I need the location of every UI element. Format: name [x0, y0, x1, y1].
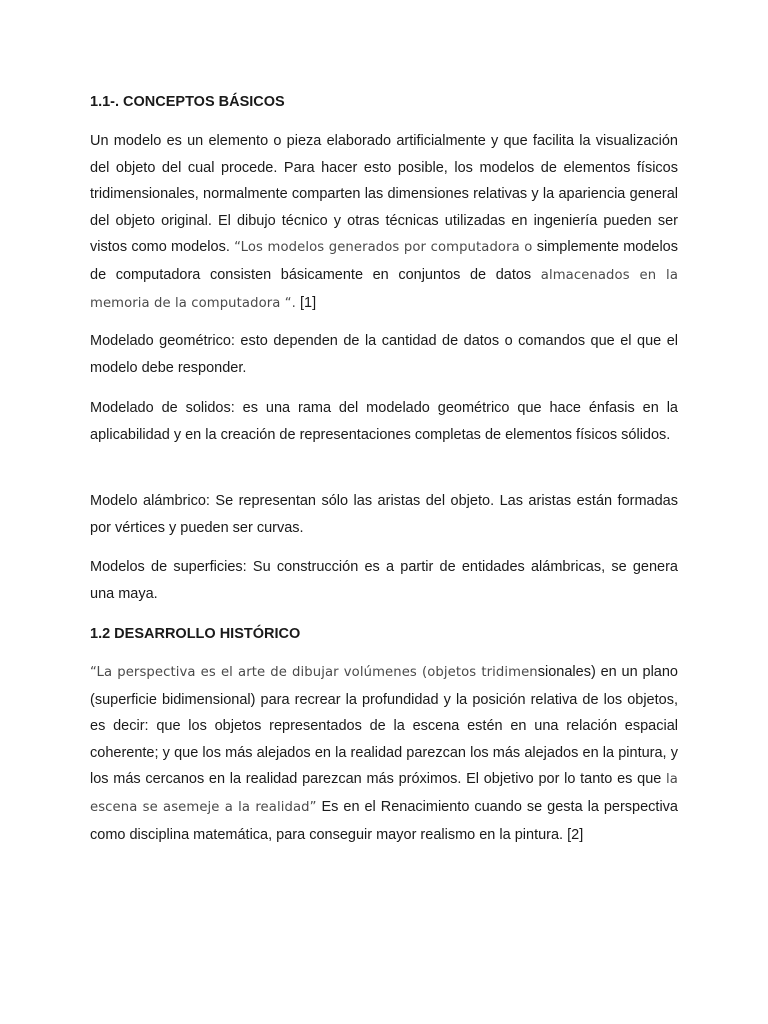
paragraph-modelos-superficies: Modelos de superficies: Su construcción es a partir de entidades alámbricas, se genera una maya. — [90, 559, 678, 602]
intro-quote-middle: simplemente modelos de computadora consisten básicamente en conjuntos de datos — [90, 239, 678, 283]
intro-quote-end: almacenados en la memoria de la computadora “. — [90, 267, 678, 311]
paragraph-modelado-solidos: Modelado de solidos: es una rama del modelado geométrico que hace énfasis en la aplicabilidad y en la creación de representaciones completas de elementos físicos sólidos. — [90, 400, 678, 443]
section-heading-desarrollo-historico: 1.2 DESARROLLO HISTÓRICO — [90, 626, 301, 642]
citation-reference-1: [1] — [295, 294, 317, 311]
section-heading-conceptos-basicos: 1.1-. CONCEPTOS BÁSICOS — [90, 94, 285, 110]
perspectiva-main-text: sionales) en un plano (superficie bidimensional) para recrear la profundidad y la posición relativa de los objetos, es decir: que los objetos representados de la escena estén en una relación espacial coherente; y que los más alejados en la realidad parezcan los más alejados en la pintura, y los más cercanos en la realidad parezcan más próximos. El objetivo por lo tanto es que — [90, 664, 678, 788]
perspectiva-quote-start: “La perspectiva es el arte de dibujar volúmenes (objetos tridimen — [90, 665, 538, 680]
paragraph-modelado-geometrico: Modelado geométrico: esto dependen de la cantidad de datos o comandos que el que el modelo debe responder. — [90, 333, 678, 376]
intro-quote-start: “Los modelos generados por computadora o — [234, 240, 533, 256]
paragraph-modelo-alambrico: Modelo alámbrico: Se representan sólo las aristas del objeto. Las aristas están formadas por vértices y pueden ser curvas. — [90, 493, 678, 536]
perspectiva-quote-end: la escena se asemeje a la realidad” — [90, 772, 678, 815]
perspectiva-after-text: Es en el Renacimiento cuando se gesta la perspectiva como disciplina matemática, para conseguir mayor realismo en la pintura. [2] — [90, 798, 678, 843]
intro-text: Un modelo es un elemento o pieza elaborado artificialmente y que facilita la visualización del objeto del cual procede. Para hacer esto posible, los modelos de elementos físicos tridimensionales, normalmente comparten las dimensiones relativas y la apariencia general del objeto original. El dibujo técnico y otras técnicas utilizadas en ingeniería pueden ser vistos como modelos. — [90, 133, 678, 256]
paragraph-perspectiva — [90, 659, 678, 848]
paragraph-modelo-intro — [90, 128, 678, 317]
